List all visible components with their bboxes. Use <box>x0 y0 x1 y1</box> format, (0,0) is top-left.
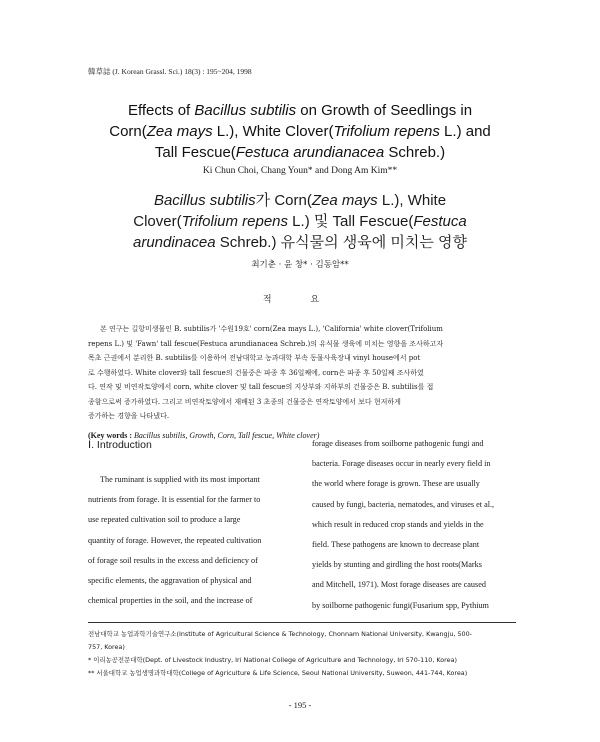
abstract-heading: 적 요 <box>262 295 338 305</box>
footnote-line: ** 서울대학교 농업생명과학대학(College of Agriculture & Life Science, Seoul National University, Suweon, 441-744, Korea) <box>88 669 468 677</box>
body-line: field. These pathogens are known to decrease plant <box>312 540 480 550</box>
page-number: - 195 - <box>288 700 312 710</box>
body-line: the world where forage is grown. These are usually <box>312 479 480 489</box>
body-line: caused by fungi, bacteria, nematodes, and viruses et al., <box>312 499 495 509</box>
english-title <box>60 100 540 163</box>
keywords-label: (Key words : <box>88 431 134 440</box>
abstract-line: 본 연구는 길항미생물인 B. subtilis가 '수원19호' corn(Zea mays L.), 'California' white clover(Trifolium <box>100 325 443 333</box>
title-en-line-2: Corn(Zea mays L.), White Clover(Trifolium repens L.) and <box>109 123 491 140</box>
body-line: yields by stunting and girdling the host roots(Marks <box>312 560 482 570</box>
title-ko-line-2: Clover(Trifolium repens L.) 및 Tall Fescue(Festuca <box>133 213 467 230</box>
title-en-line-3: Tall Fescue(Festuca arundianacea Schreb.) <box>154 144 446 161</box>
abstract-line: 증가하는 경향을 나타냈다. <box>88 412 170 420</box>
footnote-divider <box>88 622 516 623</box>
body-line: and Mitchell, 1971). Most forage diseases are caused <box>312 580 486 590</box>
title-ko-line-1: Bacillus subtilis가 Corn(Zea mays L.), White <box>153 192 447 209</box>
right-column <box>312 434 516 616</box>
body-line: forage diseases from soilborne pathogenic fungi and <box>312 439 484 448</box>
footnotes <box>88 628 516 680</box>
body-line: quantity of forage. However, the repeated cultivation <box>88 535 262 545</box>
journal-citation: 韓草誌 (J. Korean Grassl. Sci.) 18(3) : 195~204, 1998 <box>88 67 252 76</box>
korean-title <box>60 190 540 253</box>
body-line: use repeated cultivation soil to produce a large <box>88 515 241 525</box>
title-ko-line-3: arundinacea Schreb.) 유식물의 생육에 미치는 영향 <box>133 234 467 251</box>
abstract-line: 다. 연작 및 비연작토양에서 corn, white clover 및 tall fescue의 지상부와 지하부의 건물중은 B. subtilis를 접 <box>88 383 434 391</box>
abstract-line: 종함으로써 증가하였다. 그리고 비연작토양에서 재배된 3 초종의 건물중은 연작토양에서 보다 현저하게 <box>88 397 401 406</box>
body-line: which result in reduced crop stands and yields in the <box>312 519 484 529</box>
title-en-line-1: Effects of Bacillus subtilis on Growth of Seedlings in <box>127 102 473 119</box>
body-line: chemical properties in the soil, and the increase of <box>88 596 253 606</box>
abstract-line: repens L.) 및 'Fawn' tall fescue(Festuca arundianacea Schreb.)의 유식물 생육에 미치는 영향을 조사하고자 <box>88 339 444 348</box>
body-line: of forage soil results in the excess and deficiency of <box>88 555 258 565</box>
footnote-line: * 이리농공전문대학(Dept. of Livestock Industry, Iri National College of Agriculture and Technology, Iri 570-110, Korea) <box>88 656 457 664</box>
abstract-line: 목초 근권에서 분리한 B. subtilis를 이용하여 전남대학교 농과대학 부속 동물사육장내 vinyl house에서 pot <box>88 354 421 362</box>
body-line: The ruminant is supplied with its most important <box>100 475 260 484</box>
body-line: bacteria. Forage diseases occur in nearly every field in <box>312 459 491 469</box>
korean-abstract <box>88 322 516 424</box>
body-line: specific elements, the aggravation of physical and <box>88 576 252 586</box>
body-line: by soilborne pathogenic fungi(Fusarium spp, Pythium <box>312 600 489 610</box>
keywords-text: Bacillus subtilis, Growth, Corn, Tall fescue, White clover) <box>134 431 320 440</box>
footnote-line: 전남대학교 농업과학기술연구소(Institute of Agricultural Science & Technology, Chonnam National University, Kwangju, 500- <box>88 630 472 638</box>
section-title-introduction: Ⅰ. Introduction <box>88 439 152 451</box>
english-authors: Ki Chun Choi, Chang Youn* and Dong Am Kim** <box>202 166 398 176</box>
korean-authors: 최기춘 · 윤 창* · 김동암** <box>251 260 349 270</box>
abstract-line: 로 수행하였다. White clover와 tall fescue의 건물중은 파종 후 36일째에, corn은 파종 후 50일째 조사하였 <box>88 368 424 377</box>
body-line: nutrients from forage. It is essential for the farmer to <box>88 495 261 505</box>
footnote-line: 757, Korea) <box>88 643 125 651</box>
left-column <box>88 434 294 611</box>
